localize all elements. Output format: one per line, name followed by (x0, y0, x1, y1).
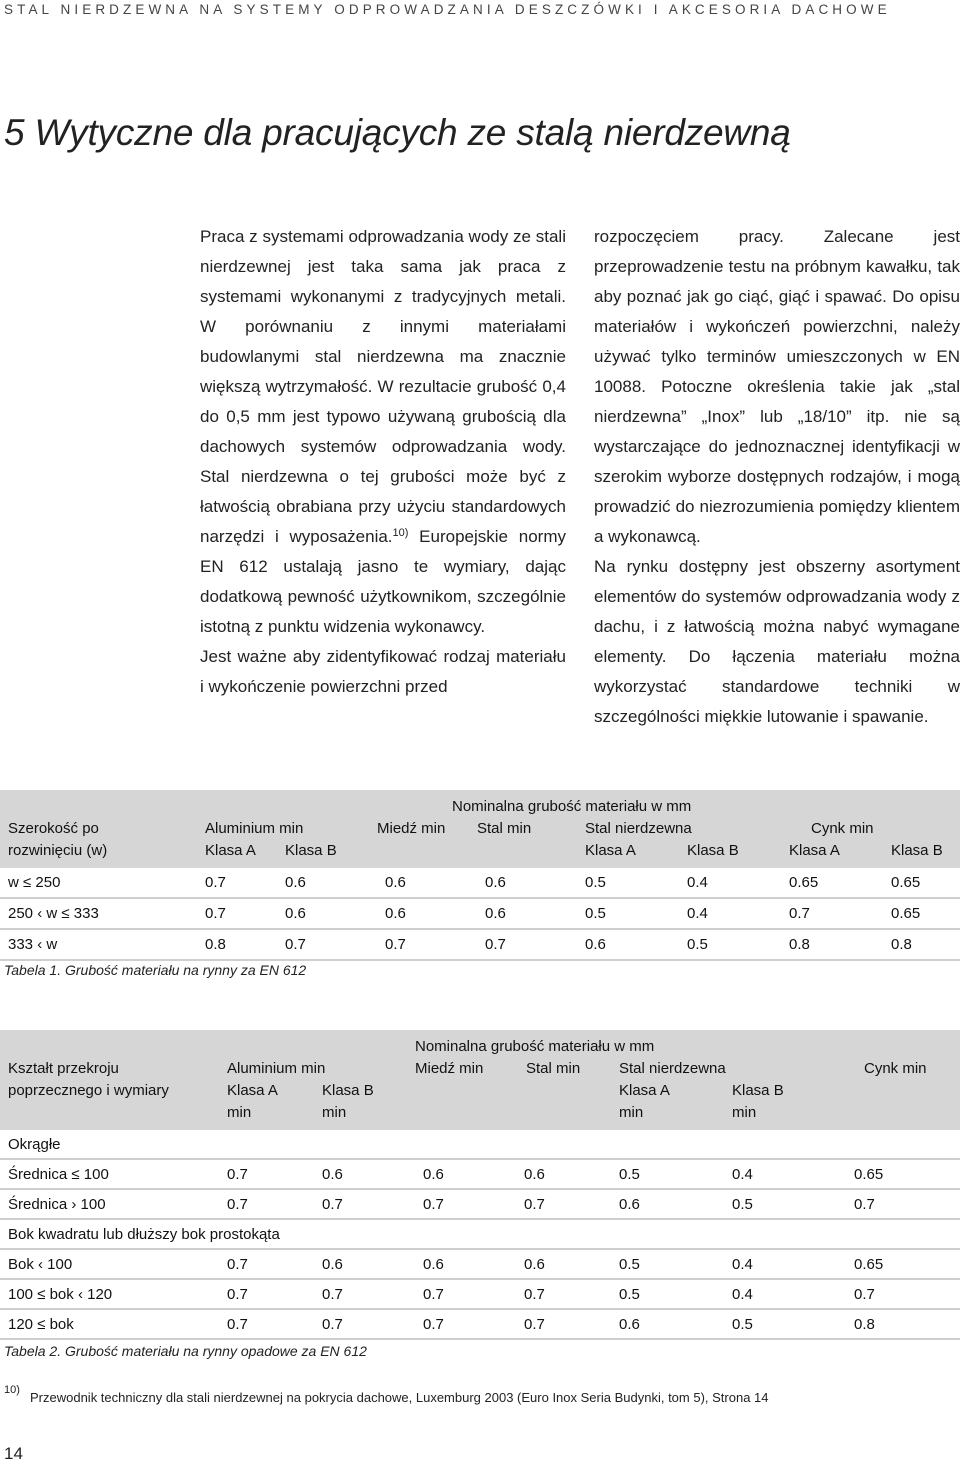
table-section-row (0, 1130, 960, 1159)
cell: 0.65 (846, 1159, 960, 1189)
cell: 0.4 (679, 868, 781, 898)
col-header-zinc: Cynk min (846, 1058, 960, 1080)
cell: 0.7 (415, 1309, 516, 1339)
cell: 0.5 (724, 1189, 846, 1219)
table-header-row (0, 1102, 960, 1130)
cell: 0.7 (415, 1279, 516, 1309)
col-header-class-a: Klasa A (611, 1080, 724, 1102)
cell: 0.7 (415, 1189, 516, 1219)
cell: 0.6 (611, 1189, 724, 1219)
cell: 0.6 (477, 868, 577, 898)
table-header-row (0, 1058, 960, 1080)
paragraph: Jest ważne aby zidentyfikować rodzaj materiału i wykończenie powierzchni przed (200, 647, 566, 696)
table-header-row (0, 790, 960, 818)
table-header-row (0, 1030, 960, 1058)
col-header-copper: Miedź min (377, 818, 477, 840)
cell: 0.7 (219, 1309, 314, 1339)
col-header-stainless: Stal nierdzewna (611, 1058, 846, 1080)
cell: 0.6 (477, 898, 577, 929)
cell: 0.6 (516, 1249, 611, 1279)
cell: 0.8 (781, 929, 883, 960)
col-header-min: min (611, 1102, 724, 1130)
cell: 0.6 (577, 929, 679, 960)
row-label-header: rozwinięciu (w) (0, 840, 197, 868)
row-label: Średnica › 100 (0, 1189, 219, 1219)
cell: 0.5 (611, 1279, 724, 1309)
cell: 0.6 (611, 1309, 724, 1339)
footnote-reference[interactable]: 10) (392, 527, 409, 539)
cell: 0.6 (377, 898, 477, 929)
cell: 0.7 (219, 1279, 314, 1309)
cell: 0.5 (577, 868, 679, 898)
table-row (0, 898, 960, 929)
cell: 0.8 (846, 1309, 960, 1339)
cell: 0.4 (724, 1279, 846, 1309)
cell: 0.7 (377, 929, 477, 960)
row-label-header: poprzecznego i wymiary (0, 1080, 219, 1102)
cell: 0.7 (219, 1189, 314, 1219)
cell: 0.6 (277, 868, 377, 898)
cell: 0.6 (516, 1159, 611, 1189)
table-header-row (0, 840, 960, 868)
cell: 0.7 (516, 1279, 611, 1309)
cell: 0.4 (724, 1159, 846, 1189)
table-row (0, 868, 960, 898)
col-header-class-b: Klasa B (679, 840, 781, 868)
col-header-zinc: Cynk min (781, 818, 960, 840)
cell: 0.4 (724, 1249, 846, 1279)
cell: 0.8 (197, 929, 277, 960)
cell: 0.7 (516, 1309, 611, 1339)
cell: 0.7 (477, 929, 577, 960)
cell: 0.7 (781, 898, 883, 929)
cell: 0.5 (577, 898, 679, 929)
cell: 0.7 (277, 929, 377, 960)
paragraph: Na rynku dostępny jest obszerny asortyment elementów do systemów odprowadzania wody z dachu, i z łatwością można nabyć wymagane elementy. Do łączenia materiału można wykorzystać standardowe techniki w szczególności miękkie lutowanie i spawanie. (594, 557, 960, 726)
cell: 0.7 (197, 868, 277, 898)
cell: 0.6 (314, 1249, 415, 1279)
cell: 0.7 (846, 1279, 960, 1309)
col-header-aluminium: Aluminium min (219, 1058, 415, 1080)
table-row (0, 1159, 960, 1189)
cell: 0.7 (197, 898, 277, 929)
page-number: 14 (4, 1444, 23, 1463)
cell: 0.6 (415, 1159, 516, 1189)
col-header-class-a: Klasa A (577, 840, 679, 868)
cell: 0.65 (883, 868, 960, 898)
table-row (0, 929, 960, 960)
cell: 0.6 (377, 868, 477, 898)
cell: 0.4 (679, 898, 781, 929)
col-header-min: min (724, 1102, 846, 1130)
cell: 0.6 (314, 1159, 415, 1189)
row-label: w ≤ 250 (0, 868, 197, 898)
col-header-min: min (219, 1102, 314, 1130)
table-section-row (0, 1219, 960, 1249)
cell: 0.5 (611, 1249, 724, 1279)
row-label-header: Kształt przekroju (0, 1058, 219, 1080)
cell: 0.7 (314, 1279, 415, 1309)
footnote-text: Przewodnik techniczny dla stali nierdzewnej na pokrycia dachowe, Luxemburg 2003 (Euro Inox Seria Budynki, tom 5), Strona 14 (30, 1390, 769, 1405)
table-row (0, 1279, 960, 1309)
row-label: 100 ≤ bok ‹ 120 (0, 1279, 219, 1309)
cell: 0.5 (611, 1159, 724, 1189)
cell: 0.65 (781, 868, 883, 898)
col-header-stainless: Stal nierdzewna (577, 818, 781, 840)
text-column-left (200, 222, 566, 702)
row-label: Bok ‹ 100 (0, 1249, 219, 1279)
table-row (0, 1189, 960, 1219)
cell: 0.7 (219, 1159, 314, 1189)
cell: 0.65 (846, 1249, 960, 1279)
col-header-class-a: Klasa A (781, 840, 883, 868)
col-header-steel: Stal min (477, 818, 577, 840)
cell: 0.8 (883, 929, 960, 960)
row-label: 333 ‹ w (0, 929, 197, 960)
paragraph: rozpoczęciem pracy. Zalecane jest przeprowadzenie testu na próbnym kawałku, tak aby poznać jak go ciąć, giąć i spawać. Do opisu materiałów i wykończeń powierzchni, należy używać tylko terminów umieszczonych w EN 10088. Potoczne określenia takie jak „stal nierdzewna” „Inox” lub „18/10” itp. nie są wystarczające do jednoznacznej identyfikacji w szerokim wyborze dostępnych rodzajów, i mogą prowadzić do niezrozumienia pomiędzy klientem a wykonawcą. (594, 227, 960, 546)
col-header-class-b: Klasa B (314, 1080, 415, 1102)
table-row (0, 1309, 960, 1339)
cell: 0.6 (277, 898, 377, 929)
table-header-row (0, 818, 960, 840)
cell: 0.65 (883, 898, 960, 929)
row-label: 250 ‹ w ≤ 333 (0, 898, 197, 929)
text-column-right (594, 222, 960, 732)
group-header: Nominalna grubość materiału w mm (377, 790, 883, 818)
downpipe-thickness-table (0, 1030, 960, 1340)
running-header: STAL NIERDZEWNA NA SYSTEMY ODPROWADZANIA DESZCZÓWKI I AKCESORIA DACHOWE (4, 2, 891, 17)
cell: 0.7 (846, 1189, 960, 1219)
cell: 0.5 (724, 1309, 846, 1339)
section-title: 5 Wytyczne dla pracujących ze stalą nierdzewną (4, 112, 791, 153)
table-header-row (0, 1080, 960, 1102)
cell: 0.7 (516, 1189, 611, 1219)
paragraph (200, 222, 566, 642)
col-header-class-b: Klasa B (277, 840, 377, 868)
paragraph-text: Europejskie normy EN 612 ustalają jasno te wymiary, dając dodatkową pewność użytkownikom, szczególnie istotną z punktu widzenia wykonawcy. (200, 527, 566, 636)
col-header-class-b: Klasa B (883, 840, 960, 868)
group-header: Nominalna grubość materiału w mm (415, 1030, 846, 1058)
paragraph-text: Praca z systemami odprowadzania wody ze stali nierdzewnej jest taka sama jak praca z systemami wykonanymi z tradycyjnych metali. W porównaniu z innymi materiałami budowlanymi stal nierdzewna ma znacznie większą wytrzymałość. W rezultacie grubość 0,4 do 0,5 mm jest typowo używaną grubością dla dachowych systemów odprowadzania wody. Stal nierdzewna o tej grubości może być z łatwością obrabiana przy użyciu standardowych narzędzi i wyposażenia. (200, 227, 566, 546)
cell: 0.5 (679, 929, 781, 960)
row-label: 120 ≤ bok (0, 1309, 219, 1339)
table-row (0, 1249, 960, 1279)
cell: 0.7 (219, 1249, 314, 1279)
row-label-header: Szerokość po (0, 818, 197, 840)
cell: 0.7 (314, 1309, 415, 1339)
col-header-steel: Stal min (516, 1058, 611, 1080)
col-header-class-b: Klasa B (724, 1080, 846, 1102)
col-header-aluminium: Aluminium min (197, 818, 377, 840)
col-header-class-a: Klasa A (197, 840, 277, 868)
col-header-min: min (314, 1102, 415, 1130)
table-caption: Tabela 2. Grubość materiału na rynny opadowe za EN 612 (4, 1343, 367, 1359)
gutter-thickness-table (0, 790, 960, 961)
col-header-class-a: Klasa A (219, 1080, 314, 1102)
section-label: Bok kwadratu lub dłuższy bok prostokąta (0, 1219, 960, 1249)
footnote-mark: 10) (4, 1384, 20, 1396)
section-label: Okrągłe (0, 1130, 960, 1159)
cell: 0.6 (415, 1249, 516, 1279)
row-label: Średnica ≤ 100 (0, 1159, 219, 1189)
table-caption: Tabela 1. Grubość materiału na rynny za EN 612 (4, 962, 307, 978)
cell: 0.7 (314, 1189, 415, 1219)
col-header-copper: Miedź min (415, 1058, 516, 1080)
